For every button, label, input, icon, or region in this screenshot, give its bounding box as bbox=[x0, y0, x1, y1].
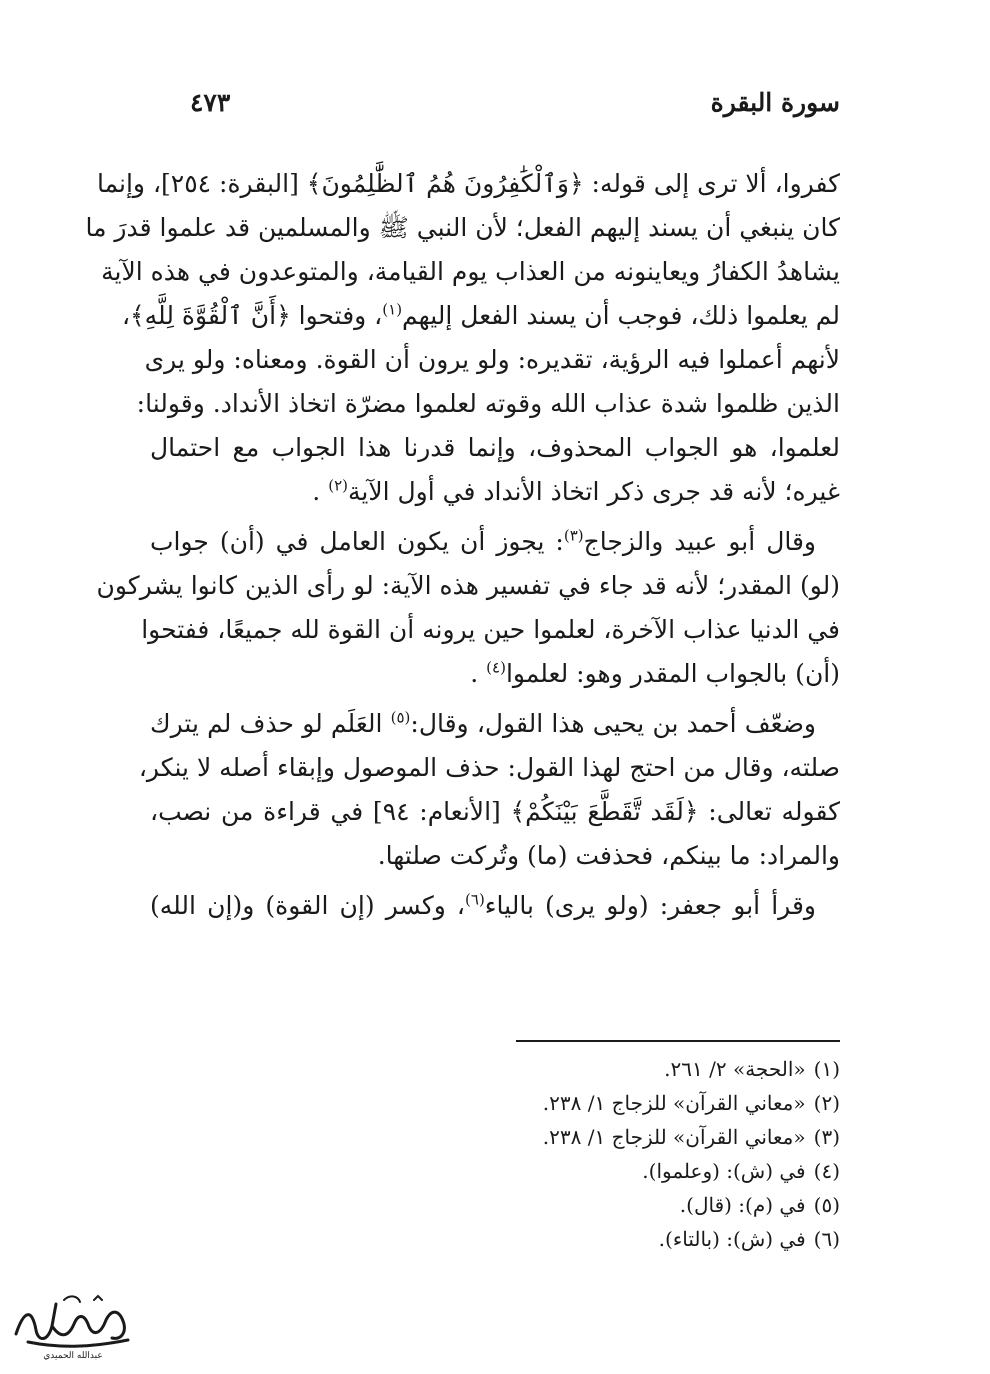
footnote-text: في (ش): (بالتاء). bbox=[658, 1227, 806, 1251]
text-segment: : يجوز أن يكون العامل في (أن) جواب bbox=[150, 527, 564, 556]
text-line bbox=[144, 338, 840, 382]
text-line bbox=[150, 702, 840, 746]
surah-title: سورة البقرة bbox=[710, 88, 840, 117]
footnote-ref: (٣) bbox=[563, 526, 584, 545]
text-line bbox=[96, 162, 840, 206]
text-segment: كفروا، ألا ترى إلى قوله: ﴿وَٱلْكَٰفِرُونَ هُمُ ٱلظَّٰلِمُونَ﴾ [البقرة: ٢٥٤]، وإنما bbox=[96, 169, 840, 198]
text-segment: ، وكسر (إن القوة) و(إن الله) bbox=[150, 891, 466, 920]
text-line bbox=[150, 884, 840, 928]
watermark-stamp-logo bbox=[8, 1290, 138, 1362]
footnote-separator bbox=[516, 1040, 840, 1042]
text-line bbox=[150, 426, 840, 470]
footnote bbox=[340, 1120, 840, 1154]
footnote-number: (٤) bbox=[813, 1159, 840, 1183]
text-segment: لأنهم أعملوا فيه الرؤية، تقديره: ولو يرون أن القوة. ومعناه: ولو يرى bbox=[144, 345, 840, 374]
footnote-number: (٥) bbox=[813, 1193, 840, 1217]
footnote-number: (١) bbox=[813, 1057, 840, 1081]
text-line bbox=[138, 746, 840, 790]
stamp-subtext: عبدالله الحميدي bbox=[43, 1351, 103, 1361]
footnote bbox=[340, 1222, 840, 1256]
text-segment: وقال أبو عبيد والزجاج bbox=[583, 527, 817, 556]
text-segment: العَلَم لو حذف لم يترك bbox=[150, 709, 391, 738]
text-segment: في الدنيا عذاب الآخرة، لعلموا حين يرونه أن القوة لله جميعًا، ففتحوا bbox=[141, 615, 840, 644]
text-segment: (أن) بالجواب المقدر وهو: لعلموا bbox=[505, 659, 840, 688]
footnote-text: في (ش): (وعلموا). bbox=[642, 1159, 806, 1183]
footnote bbox=[340, 1154, 840, 1188]
text-segment: غيره؛ لأنه قد جرى ذكر اتخاذ الأنداد في أول الآية bbox=[347, 477, 840, 506]
text-line bbox=[96, 564, 840, 608]
footnote-ref: (٥) bbox=[390, 708, 411, 727]
footnote-number: (٣) bbox=[813, 1125, 840, 1149]
footnote-ref: (١) bbox=[382, 300, 403, 319]
text-line bbox=[101, 250, 840, 294]
footnote-text: في (م): (قال). bbox=[679, 1193, 806, 1217]
text-segment: وضعّف أحمد بن يحيى هذا القول، وقال: bbox=[410, 709, 817, 738]
footnote-text: «معاني القرآن» للزجاج ١/ ٢٣٨. bbox=[542, 1091, 806, 1115]
footnote bbox=[340, 1052, 840, 1086]
text-line bbox=[85, 206, 840, 250]
text-line bbox=[136, 382, 840, 426]
text-segment: كقوله تعالى: ﴿لَقَد تَّقَطَّعَ بَيْنَكُمْ﴾ [الأنعام: ٩٤] في قراءة من نصب، bbox=[150, 797, 840, 826]
body-text bbox=[85, 162, 840, 928]
text-segment: والمراد: ما بينكم، فحذفت (ما) وتُركت صلتها. bbox=[377, 841, 840, 870]
text-line bbox=[141, 608, 840, 652]
text-segment: الذين ظلموا شدة عذاب الله وقوته لعلموا مضرّة اتخاذ الأنداد. وقولنا: bbox=[136, 389, 840, 418]
footnotes bbox=[340, 1052, 840, 1256]
footnote-number: (٦) bbox=[813, 1227, 840, 1251]
page-number: ٤٧٣ bbox=[190, 88, 231, 117]
text-segment: لعلموا، هو الجواب المحذوف، وإنما قدرنا هذا الجواب مع احتمال bbox=[150, 433, 840, 462]
text-segment: لم يعلموا ذلك، فوجب أن يسند الفعل إليهم bbox=[402, 301, 840, 330]
running-header bbox=[190, 88, 840, 128]
text-segment: . bbox=[312, 477, 329, 506]
text-line bbox=[150, 652, 840, 696]
text-line bbox=[150, 470, 840, 514]
footnote-text: «الحجة» ٢/ ٢٦١. bbox=[664, 1057, 806, 1081]
text-segment: يشاهدُ الكفارُ ويعاينونه من العذاب يوم القيامة، والمتوعدون في هذه الآية bbox=[101, 257, 840, 286]
footnote-ref: (٤) bbox=[486, 658, 506, 677]
footnote-number: (٢) bbox=[813, 1091, 840, 1115]
text-segment: صلته، وقال من احتج لهذا القول: حذف الموصول وإبقاء أصله لا ينكر، bbox=[138, 753, 840, 782]
footnote-text: «معاني القرآن» للزجاج ١/ ٢٣٨. bbox=[542, 1125, 806, 1149]
text-line bbox=[150, 790, 840, 834]
text-segment: (لو) المقدر؛ لأنه قد جاء في تفسير هذه الآية: لو رأى الذين كانوا يشركون bbox=[96, 571, 840, 600]
text-segment: ، وفتحوا ﴿أَنَّ ٱلْقُوَّةَ لِلَّهِ﴾، bbox=[121, 301, 383, 330]
stamp-calligraphy-stroke bbox=[16, 1304, 128, 1346]
text-line bbox=[121, 294, 840, 338]
text-segment: . bbox=[470, 659, 487, 688]
text-segment: وقرأ أبو جعفر: (ولو يرى) بالياء bbox=[484, 891, 816, 920]
stamp-flourish bbox=[64, 1296, 102, 1302]
text-segment: كان ينبغي أن يسند إليهم الفعل؛ لأن النبي ﷺ والمسلمين قد علموا قدرَ ما bbox=[85, 213, 840, 242]
footnote bbox=[340, 1086, 840, 1120]
text-line bbox=[150, 834, 840, 878]
footnote bbox=[340, 1188, 840, 1222]
text-line bbox=[150, 520, 840, 564]
footnote-ref: (٢) bbox=[328, 476, 348, 495]
footnote-ref: (٦) bbox=[465, 890, 485, 909]
